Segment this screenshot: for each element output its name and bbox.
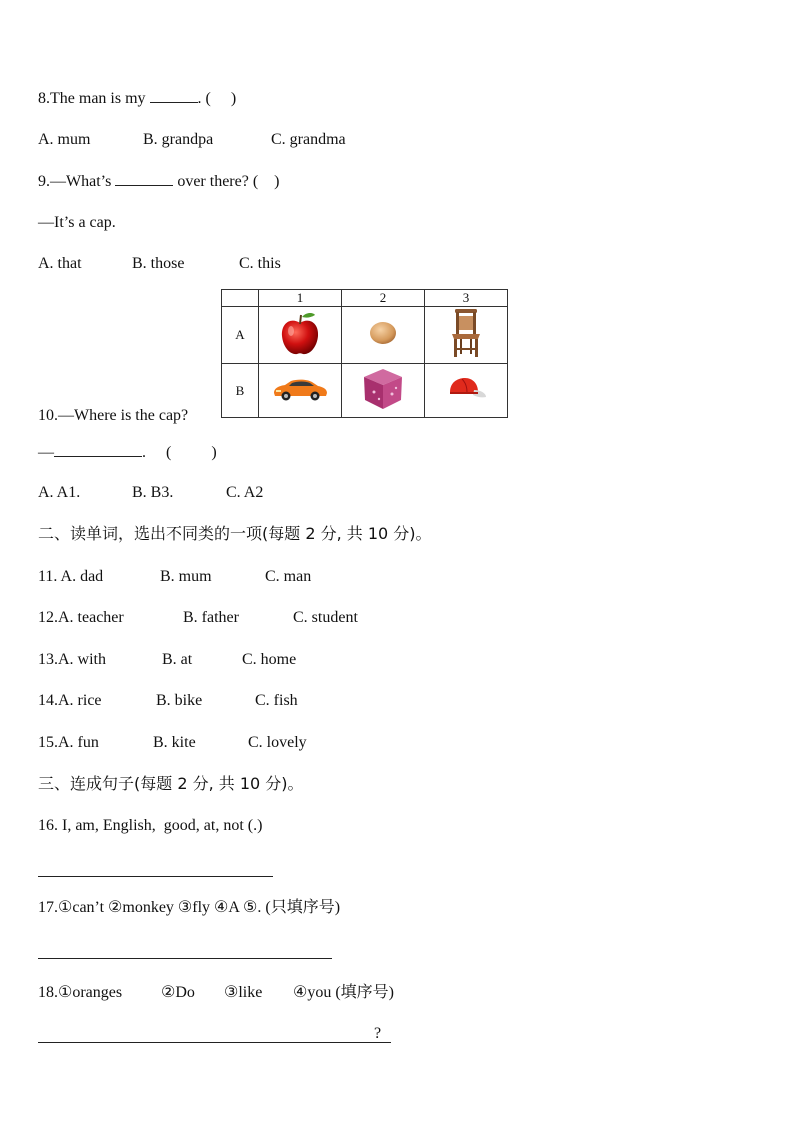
q17-stem: 17.①can’t ②monkey ③fly ④A ⑤. (只填序号) [38, 899, 341, 916]
q17-answer-line[interactable] [38, 958, 332, 959]
grid-cell-a1 [259, 307, 342, 364]
q13-option-a[interactable]: 13.A. with [38, 651, 106, 668]
q11-option-c[interactable]: C. man [265, 568, 312, 585]
q15-option-b[interactable]: B. kite [153, 734, 196, 751]
grid-cell-b1 [259, 364, 342, 418]
q10-stem: 10.—Where is the cap? [38, 407, 189, 424]
q9-blank[interactable] [115, 171, 173, 186]
grid-cell-b2 [342, 364, 425, 418]
q9-reply: —It’s a cap. [38, 214, 116, 231]
q15-option-c[interactable]: C. lovely [248, 734, 307, 751]
car-icon [271, 376, 329, 402]
apple-icon [277, 309, 323, 357]
q13-option-c[interactable]: C. home [242, 651, 297, 668]
grid-cell-b3 [425, 364, 508, 418]
grid-corner [222, 290, 259, 307]
q10-option-c[interactable]: C. A2 [226, 484, 264, 501]
grid-col-header: 1 [259, 290, 342, 307]
q15-option-a[interactable]: 15.A. fun [38, 734, 99, 751]
q14-option-c[interactable]: C. fish [255, 692, 298, 709]
q18-item-4: ④you (填序号) [293, 984, 395, 1001]
q8-option-b[interactable]: B. grandpa [143, 131, 214, 148]
q10-blank[interactable] [54, 442, 142, 457]
section-2-title: 二、读单词，选出不同类的一项(每题 2 分, 共 10 分)。 [38, 524, 432, 543]
q14-option-b[interactable]: B. bike [156, 692, 203, 709]
q8-stem-text: 8.The man is my [38, 90, 150, 107]
q10-option-a[interactable]: A. A1. [38, 484, 81, 501]
q9-stem [38, 171, 280, 192]
q14-option-a[interactable]: 14.A. rice [38, 692, 102, 709]
q13-option-b[interactable]: B. at [162, 651, 193, 668]
grid-cell-a2 [342, 307, 425, 364]
q18-answer-line[interactable] [38, 1042, 391, 1043]
grid-col-header: 2 [342, 290, 425, 307]
q9-option-b[interactable]: B. those [132, 255, 185, 272]
q9-option-a[interactable]: A. that [38, 255, 82, 272]
q16-stem: 16. I, am, English, good, at, not (.) [38, 817, 263, 834]
q18-question-mark: ? [374, 1025, 382, 1042]
q12-option-a[interactable]: 12.A. teacher [38, 609, 124, 626]
q9-stem-text: 9.—What’s [38, 173, 116, 190]
q8-stem [38, 88, 236, 109]
q18-item-3: ③like [224, 984, 263, 1001]
q18-item-2: ②Do [161, 984, 195, 1001]
egg-icon [363, 316, 403, 350]
q10-reply [38, 442, 217, 463]
grid-row-header: B [222, 364, 259, 418]
q18-item-1: 18.①oranges [38, 984, 123, 1001]
q8-blank[interactable] [150, 88, 198, 103]
q8-option-c[interactable]: C. grandma [271, 131, 346, 148]
grid-row-header: A [222, 307, 259, 364]
q11-option-b[interactable]: B. mum [160, 568, 212, 585]
q16-answer-line[interactable] [38, 876, 273, 877]
gift-box-icon [360, 366, 406, 412]
q10-reply-dash: — [38, 444, 54, 461]
section-3-title: 三、连成句子(每题 2 分, 共 10 分)。 [38, 774, 304, 793]
q12-option-b[interactable]: B. father [183, 609, 239, 626]
q10-reply-end: . ( ) [142, 444, 217, 461]
chair-icon [446, 307, 486, 359]
q8-stem-end: . ( ) [197, 90, 237, 107]
q12-option-c[interactable]: C. student [293, 609, 358, 626]
grid-col-header: 3 [425, 290, 508, 307]
q10-option-b[interactable]: B. B3. [132, 484, 174, 501]
cap-icon [444, 374, 488, 404]
q11-option-a[interactable]: 11. A. dad [38, 568, 104, 585]
q8-option-a[interactable]: A. mum [38, 131, 91, 148]
q9-option-c[interactable]: C. this [239, 255, 281, 272]
q9-stem-end: over there? ( ) [173, 173, 280, 190]
q10-picture-grid [221, 289, 508, 418]
grid-cell-a3 [425, 307, 508, 364]
